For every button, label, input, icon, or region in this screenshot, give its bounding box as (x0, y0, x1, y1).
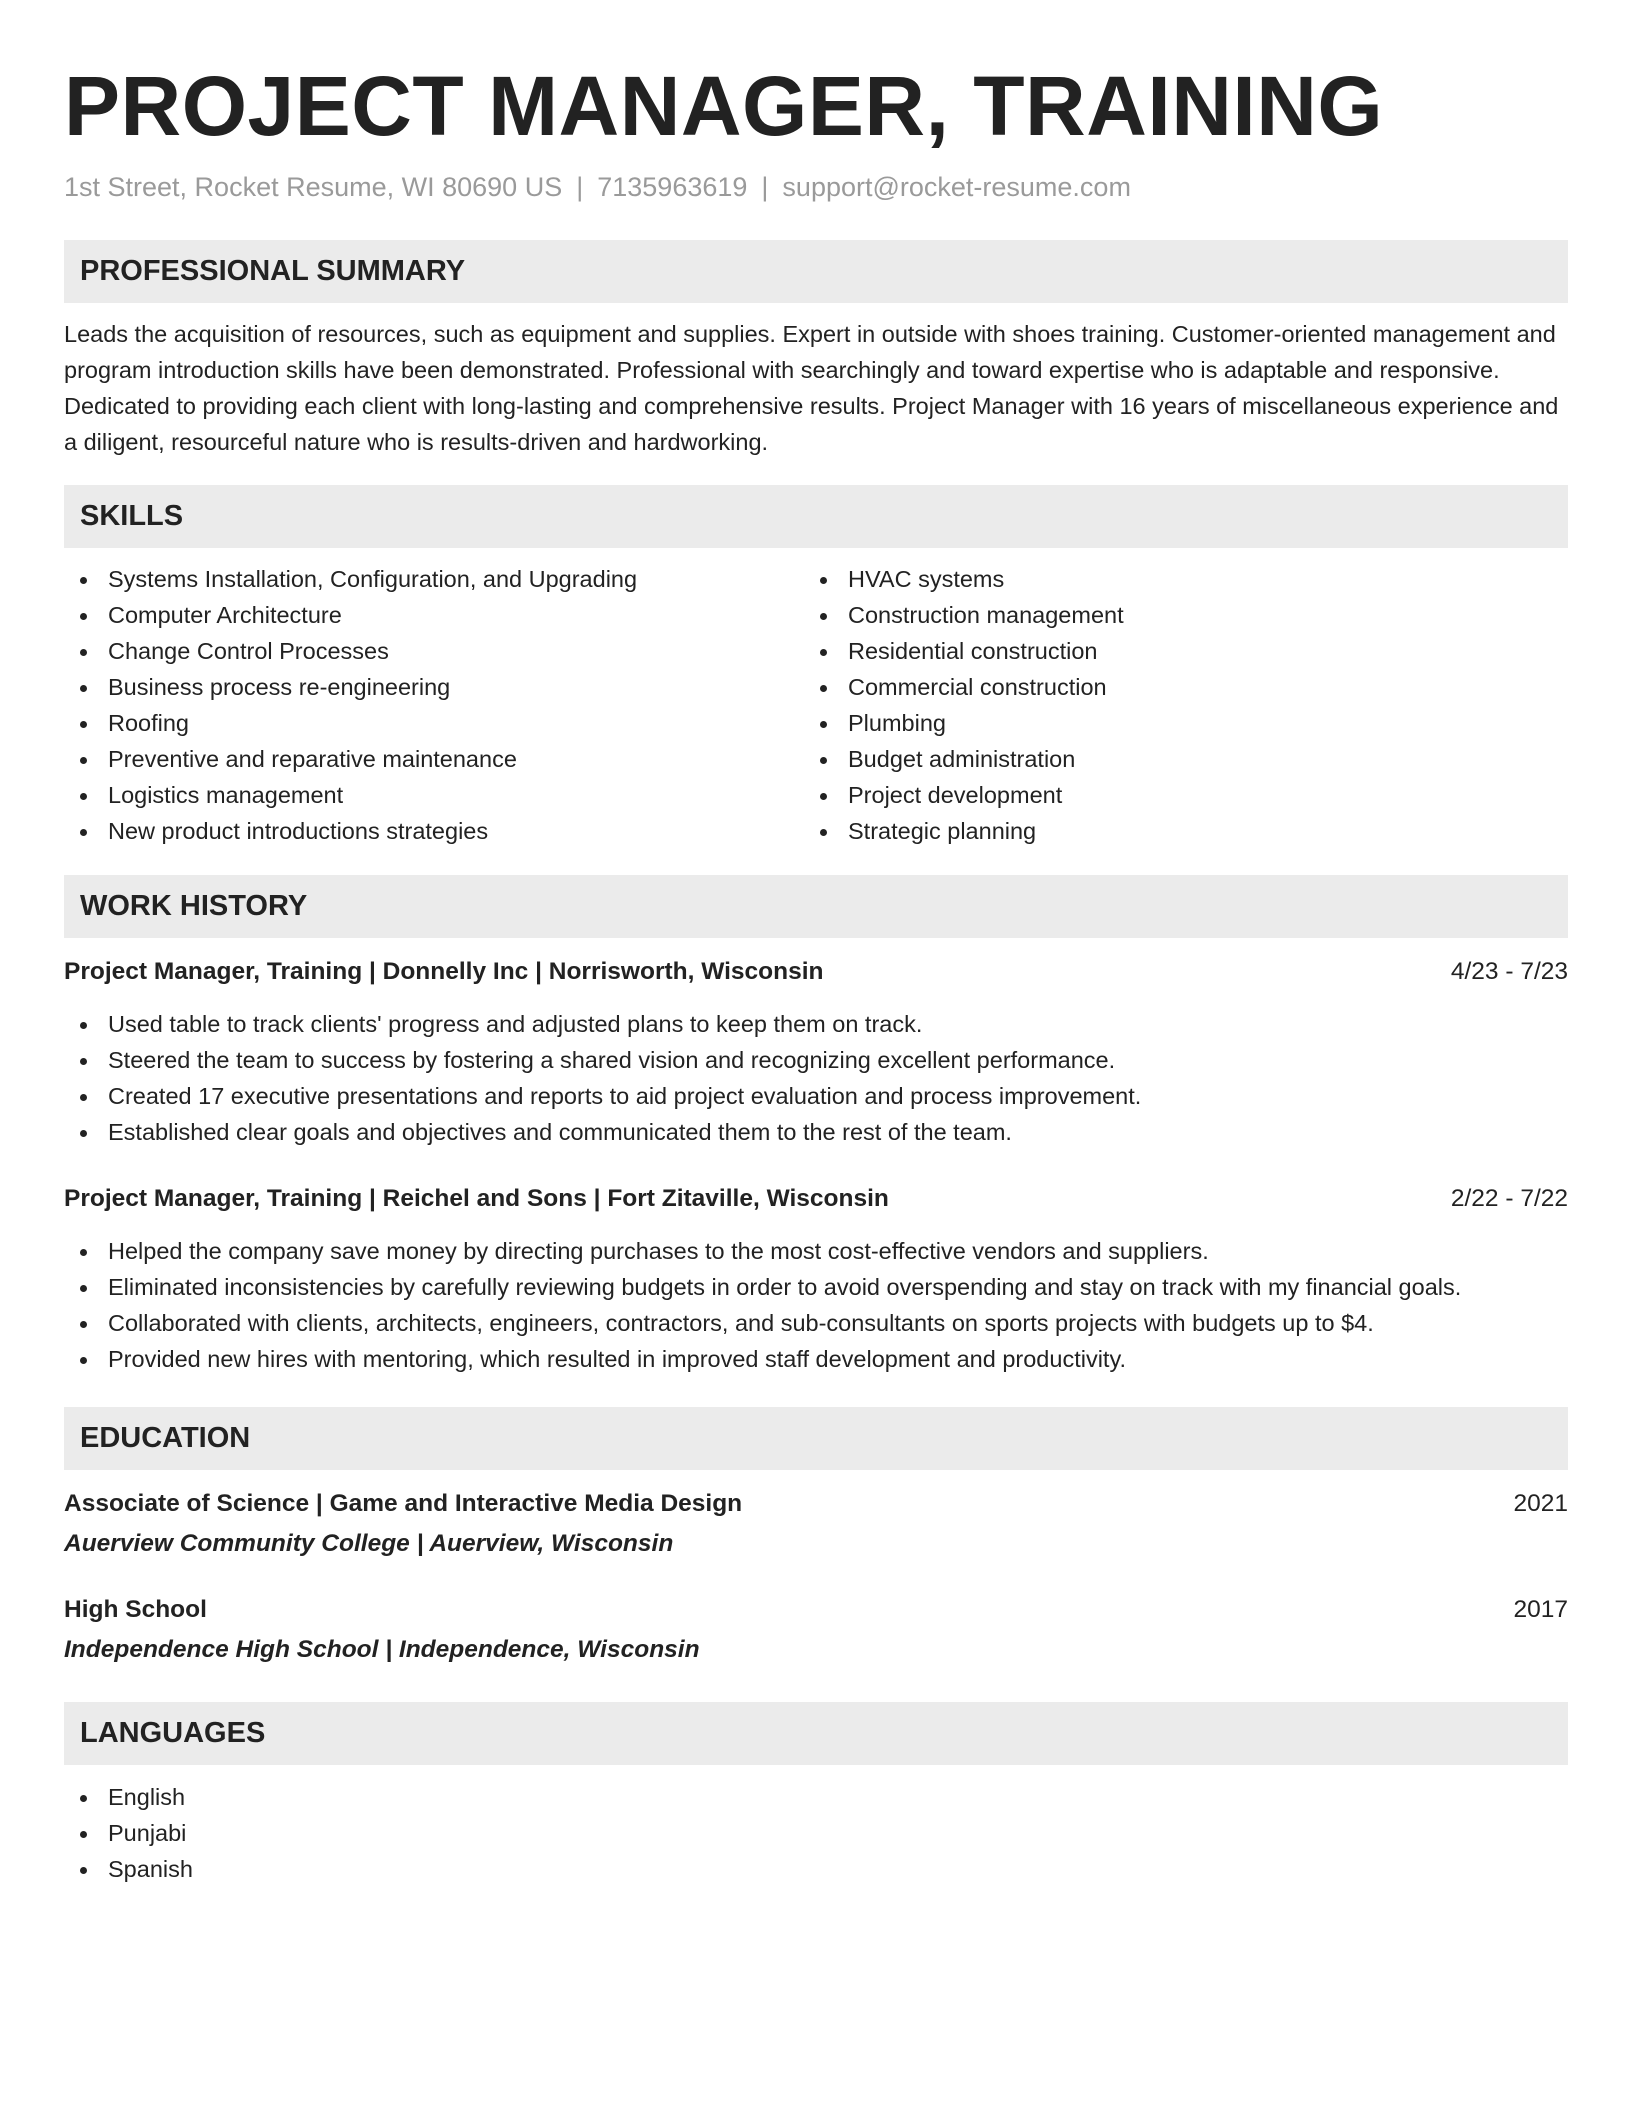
resume-name: PROJECT MANAGER, TRAINING (64, 59, 1384, 153)
education-entry (64, 1592, 1568, 1668)
skill-item: New product introductions strategies (64, 813, 804, 849)
contact-separator: | (576, 172, 584, 202)
job-bullet: Provided new hires with mentoring, which resulted in improved staff development and productivity. (64, 1341, 1568, 1377)
skill-item: Commercial construction (804, 669, 1544, 705)
contact-address: 1st Street, Rocket Resume, WI 80690 US (64, 172, 563, 202)
skill-item: Residential construction (804, 633, 1544, 669)
job-bullet: Steered the team to success by fostering a shared vision and recognizing excellent performance. (64, 1042, 1568, 1078)
job-title: Project Manager, Training | Donnelly Inc | Norrisworth, Wisconsin (64, 958, 824, 985)
job-title: Project Manager, Training | Reichel and Sons | Fort Zitaville, Wisconsin (64, 1185, 889, 1212)
job-header (64, 1181, 1568, 1217)
education-header (64, 1486, 1568, 1522)
summary-text: Leads the acquisition of resources, such as equipment and supplies. Expert in outside with shoes training. Customer-oriented management and program introduction skills have been demonstrated. Professional with searchingly and toward expertise who is adaptable and responsive. Dedicated to providing each client with long-lasting and comprehensive results. Project Manager with 16 years of miscellaneous experience and a diligent, resourceful nature who is results-driven and hardworking. (64, 321, 1559, 455)
job-bullet: Created 17 executive presentations and reports to aid project evaluation and process improvement. (64, 1078, 1568, 1114)
job-bullet: Established clear goals and objectives and communicated them to the rest of the team. (64, 1114, 1568, 1150)
skill-item: Systems Installation, Configuration, and Upgrading (64, 561, 804, 597)
education-degree: High School (64, 1596, 207, 1623)
summary-heading: PROFESSIONAL SUMMARY (64, 240, 1568, 303)
languages-list (64, 1779, 1568, 1887)
job-entry (64, 1181, 1568, 1377)
skill-item: Construction management (804, 597, 1544, 633)
language-item: Punjabi (64, 1815, 1568, 1851)
skill-item: Computer Architecture (64, 597, 804, 633)
skill-item: Business process re-engineering (64, 669, 804, 705)
skill-item: Roofing (64, 705, 804, 741)
job-bullet: Collaborated with clients, architects, engineers, contractors, and sub-consultants on sports projects with budgets up to $4. (64, 1305, 1568, 1341)
contact-email: support@rocket-resume.com (782, 172, 1131, 202)
contact-separator: | (761, 172, 769, 202)
skill-item: Strategic planning (804, 813, 1544, 849)
education-school: Independence High School | Independence, Wisconsin (64, 1636, 700, 1663)
job-dates: 4/23 - 7/23 (1450, 958, 1568, 985)
job-bullet: Used table to track clients' progress and adjusted plans to keep them on track. (64, 1006, 1568, 1042)
skill-item: Plumbing (804, 705, 1544, 741)
job-entry (64, 954, 1568, 1150)
education-heading: EDUCATION (64, 1407, 1568, 1470)
skills-heading: SKILLS (64, 485, 1568, 548)
skill-item: Budget administration (804, 741, 1544, 777)
skill-item: Change Control Processes (64, 633, 804, 669)
skill-item: Preventive and reparative maintenance (64, 741, 804, 777)
education-school: Auerview Community College | Auerview, Wisconsin (64, 1530, 674, 1557)
education-header (64, 1592, 1568, 1628)
skill-item: Logistics management (64, 777, 804, 813)
skills-column-right (804, 561, 1544, 849)
languages-heading: LANGUAGES (64, 1702, 1568, 1765)
contact-phone: 7135963619 (597, 172, 748, 202)
education-year: 2021 (1513, 1490, 1568, 1517)
job-header (64, 954, 1568, 990)
work-history-heading: WORK HISTORY (64, 875, 1568, 938)
job-bullet: Eliminated inconsistencies by carefully reviewing budgets in order to avoid overspending and stay on track with my financial goals. (64, 1269, 1568, 1305)
contact-line (64, 170, 1568, 204)
education-degree: Associate of Science | Game and Interactive Media Design (64, 1490, 743, 1517)
language-item: Spanish (64, 1851, 1568, 1887)
education-year: 2017 (1513, 1596, 1568, 1623)
skill-item: HVAC systems (804, 561, 1544, 597)
education-entry (64, 1486, 1568, 1562)
skills-column-left (64, 561, 804, 849)
job-bullet: Helped the company save money by directing purchases to the most cost-effective vendors and suppliers. (64, 1233, 1568, 1269)
language-item: English (64, 1779, 1568, 1815)
skill-item: Project development (804, 777, 1544, 813)
skills-grid (64, 561, 1568, 849)
job-dates: 2/22 - 7/22 (1450, 1185, 1568, 1212)
